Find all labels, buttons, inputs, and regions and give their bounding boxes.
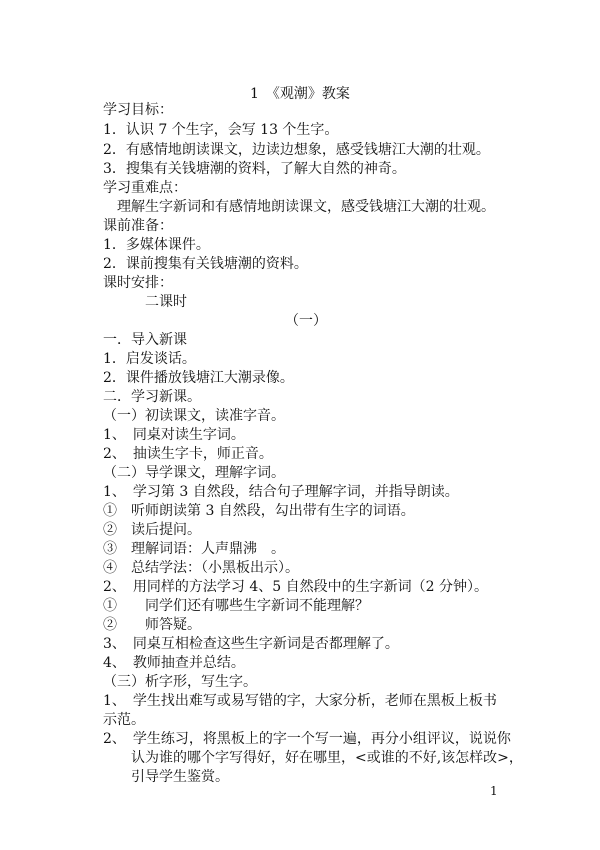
page-number: 1 [490,784,498,798]
text-line: 示范。 [103,712,145,728]
text-line: 理解生字新词和有感情地朗读课文，感受钱塘江大潮的壮观。 [103,199,495,215]
text-line: ④ 总结学法：（小黑板出示）。 [103,560,299,576]
text-line: 学习目标： [103,102,173,118]
text-line: 1．启发谈话。 [103,351,196,367]
text-line: （一）初读课文，读准字音。 [103,408,285,424]
text-line: ③ 理解词语：人声鼎沸 。 [103,541,285,557]
text-line: 二．学习新课。 [103,389,201,405]
text-line: 3．搜集有关钱塘潮的资料，了解大自然的神奇。 [103,161,406,177]
text-line: 课前准备： [103,218,173,234]
text-line: 一．导入新课 [103,332,187,348]
text-line: 2．有感情地朗读课文，边读边想象，感受钱塘江大潮的壮观。 [103,142,490,158]
text-line: 1、 学生找出难写或易写错的字，大家分析，老师在黑板上板书 [103,693,497,709]
text-line: 2、 抽读生字卡，师正音。 [103,446,273,462]
text-line: 3、 同桌互相检查这些生字新词是否都理解了。 [103,636,399,652]
text-line: （三）析字形，写生字。 [103,674,257,690]
text-line: 1、 学习第 3 自然段，结合句子理解字词，并指导朗读。 [103,484,459,500]
text-line: 1．多媒体课件。 [103,237,210,253]
text-line: 2、 用同样的方法学习 4、5 自然段中的生字新词（2 分钟）。 [103,579,488,595]
text-line: ① 同学们还有哪些生字新词不能理解？ [103,598,369,614]
text-line: （一） [285,313,327,329]
text-line: ① 听师朗读第 3 自然段，勾出带有生字的词语。 [103,503,415,519]
text-line: ② 读后提问。 [103,522,201,538]
text-line: 4、 教师抽查并总结。 [103,655,245,671]
text-line: 1、 同桌对读生字词。 [103,427,245,443]
text-line: 课时安排： [103,275,173,291]
text-line: 认为谁的哪个字写得好，好在哪里，<或谁的不好,该怎样改>， [131,750,523,766]
text-line: 2、 学生练习，将黑板上的字一个写一遍，再分小组评议，说说你 [103,731,511,747]
document-title: 1 《观潮》教案 [250,86,350,102]
text-line: 引导学生鉴赏。 [131,769,229,785]
text-line: （二）导学课文，理解字词。 [103,465,285,481]
text-line: 1．认识 7 个生字，会写 13 个生字。 [103,122,339,138]
text-line: 2．课件播放钱塘江大潮录像。 [103,370,294,386]
text-line: 二课时 [103,294,187,310]
text-line: ② 师答疑。 [103,617,201,633]
text-line: 学习重难点： [103,180,187,196]
text-line: 2．课前搜集有关钱塘潮的资料。 [103,256,308,272]
